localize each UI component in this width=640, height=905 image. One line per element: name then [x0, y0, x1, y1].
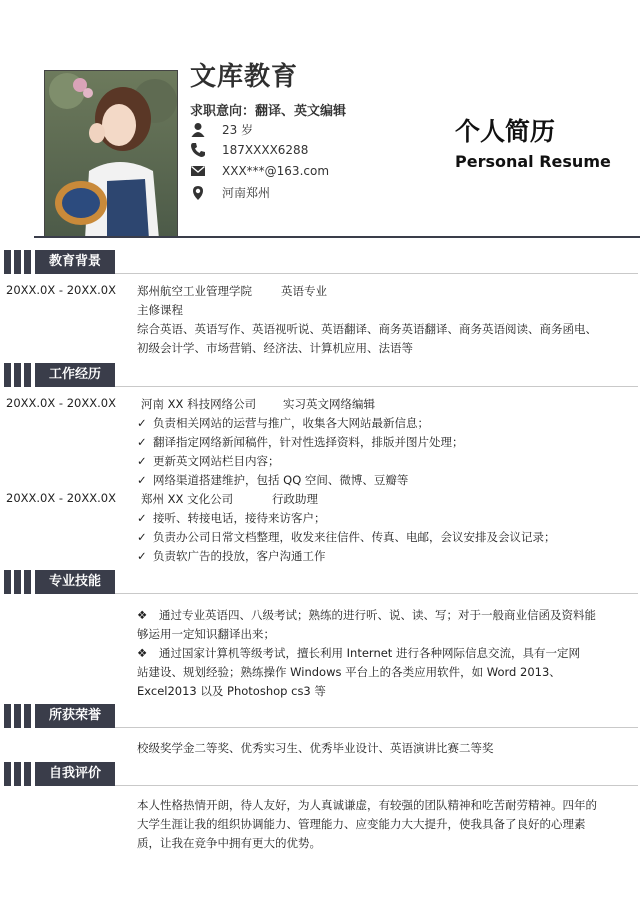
candidate-name: 文库教育: [190, 62, 299, 92]
email-row: [190, 163, 329, 179]
phone-icon: [190, 142, 206, 158]
check-icon: ✓: [137, 530, 147, 544]
job-1-duty: ✓ 翻译指定网络新闻稿件，针对性选择资料，排版并图片处理；: [137, 435, 464, 449]
mail-icon: [190, 163, 206, 179]
job-1-date: 20XX.0X - 20XX.0X: [6, 396, 116, 410]
section-bars: [4, 704, 31, 728]
job-1-duty: ✓ 负责相关网站的运营与推广，收集各大网站最新信息；: [137, 416, 429, 430]
section-self-eval-title: 自我评价: [35, 762, 115, 786]
section-skills-header: [0, 570, 638, 594]
education-major: 英语专业: [281, 284, 327, 298]
age-text: 23 岁: [222, 123, 254, 137]
section-rule: [115, 785, 638, 786]
section-work-header: [0, 363, 638, 387]
check-icon: ✓: [137, 549, 147, 563]
profile-photo: [44, 70, 178, 238]
section-bars: [4, 250, 31, 274]
section-rule: [115, 727, 638, 728]
job-2-duty: ✓ 接听、转接电话，接待来访客户；: [137, 511, 326, 525]
job-2-date: 20XX.0X - 20XX.0X: [6, 491, 116, 505]
check-icon: ✓: [137, 435, 147, 449]
skill-2-line-1: ❖ 通过国家计算机等级考试，擅长利用 Internet 进行各种网际信息交流，具有一定网: [137, 646, 580, 660]
job-1-duty: ✓ 网络渠道搭建维护，包括 QQ 空间、微博、豆瓣等: [137, 473, 409, 487]
section-rule: [115, 273, 638, 274]
job-2-duty: ✓ 负责软广告的投放，客户沟通工作: [137, 549, 326, 563]
person-icon: [190, 122, 206, 138]
skill-1-line-2: 够运用一定知识翻译出来；: [137, 627, 275, 641]
honors-text: 校级奖学金二等奖、优秀实习生、优秀毕业设计、英语演讲比赛二等奖: [137, 741, 494, 755]
job-1-duty: ✓ 更新英文网站栏目内容；: [137, 454, 280, 468]
section-bars: [4, 570, 31, 594]
email-text: XXX***@163.com: [222, 164, 330, 178]
section-education-title: 教育背景: [35, 250, 115, 274]
resume-title-en: Personal Resume: [455, 152, 611, 171]
self-eval-line-3: 质，让我在竞争中拥有更大的优势。: [137, 836, 321, 850]
check-icon: ✓: [137, 473, 147, 487]
job-1-company: 河南 XX 科技网络公司: [141, 397, 257, 411]
job-intent: 求职意向：翻译、英文编辑: [190, 104, 347, 119]
phone-row: [190, 142, 308, 158]
age-row: [190, 121, 253, 138]
courses-line-2: 初级会计学、市场营销、经济法、计算机应用、法语等: [137, 341, 413, 355]
job-2-duty: ✓ 负责办公司日常文档整理，收发来往信件、传真、电邮，会议安排及会议记录；: [137, 530, 556, 544]
section-honors-header: [0, 704, 638, 728]
profile-photo-image: [45, 71, 178, 238]
location-row: [190, 184, 270, 201]
location-text: 河南郑州: [222, 186, 271, 200]
resume-title-cn: 个人简历: [455, 117, 556, 146]
section-work-title: 工作经历: [35, 363, 115, 387]
check-icon: ✓: [137, 454, 147, 468]
section-honors-title: 所获荣誉: [35, 704, 115, 728]
phone-text: 187XXXX6288: [222, 143, 309, 157]
check-icon: ✓: [137, 416, 147, 430]
skill-2-line-2: 站建设、规划经验；熟练操作 Windows 平台上的各类应用软件，如 Word 2013、: [137, 665, 561, 679]
self-eval-line-1: 本人性格热情开朗，待人友好，为人真诚谦虚，有较强的团队精神和吃苦耐劳精神。四年的: [137, 798, 597, 812]
self-eval-line-2: 大学生涯让我的组织协调能力、管理能力、应变能力大大提升，使我具备了良好的心理素: [137, 817, 586, 831]
header-divider: [34, 236, 640, 238]
job-1-role: 实习英文网络编辑: [283, 397, 375, 411]
courses-label: 主修课程: [137, 303, 183, 317]
check-icon: ✓: [137, 511, 147, 525]
section-education-header: [0, 250, 638, 274]
job-2-company: 郑州 XX 文化公司: [141, 492, 234, 506]
section-bars: [4, 363, 31, 387]
education-date: 20XX.0X - 20XX.0X: [6, 283, 116, 297]
skill-2-line-3: Excel2013 以及 Photoshop cs3 等: [137, 684, 326, 698]
section-skills-title: 专业技能: [35, 570, 115, 594]
diamond-bullet-icon: ❖: [137, 608, 148, 622]
section-self-eval-header: [0, 762, 638, 786]
section-rule: [115, 386, 638, 387]
diamond-bullet-icon: ❖: [137, 646, 148, 660]
skill-1-line-1: ❖ 通过专业英语四、八级考试；熟练的进行听、说、读、写；对于一般商业信函及资料能: [137, 608, 596, 622]
section-rule: [115, 593, 638, 594]
job-2-role: 行政助理: [272, 492, 318, 506]
location-pin-icon: [190, 185, 206, 201]
education-school: 郑州航空工业管理学院: [137, 284, 252, 298]
section-bars: [4, 762, 31, 786]
courses-line-1: 综合英语、英语写作、英语视听说、英语翻译、商务英语翻译、商务英语阅读、商务函电、: [137, 322, 597, 336]
